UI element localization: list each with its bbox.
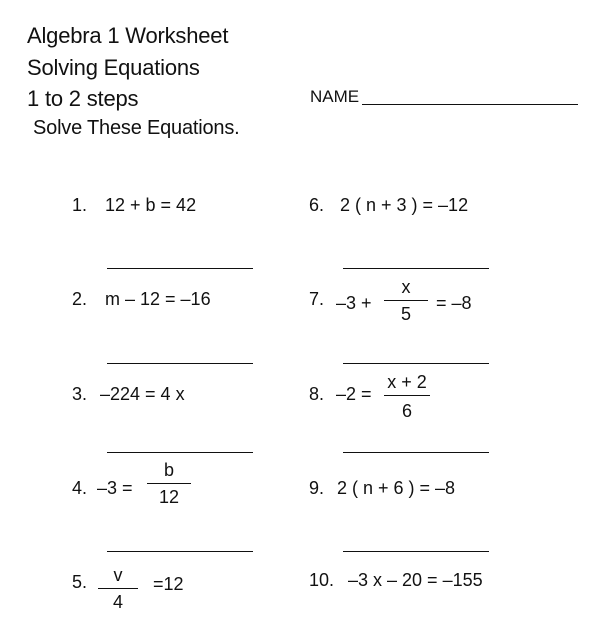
answer-line-1[interactable] <box>107 268 253 269</box>
fraction-numerator: x + 2 <box>384 373 430 396</box>
worksheet-steps: 1 to 2 steps <box>27 86 139 111</box>
answer-line-7[interactable] <box>343 363 489 364</box>
fraction-numerator: x <box>384 278 428 301</box>
equation-lhs: –3 = <box>97 478 133 498</box>
problem-number: 6. <box>309 195 325 215</box>
equation: 2 ( n + 3 ) = –12 <box>340 195 469 215</box>
equation: –224 = 4 x <box>100 384 185 404</box>
answer-line-9[interactable] <box>343 551 489 552</box>
answer-line-2[interactable] <box>107 363 253 364</box>
equation-rhs: = –8 <box>436 293 472 313</box>
answer-line-6[interactable] <box>343 268 489 269</box>
problem-number: 5. <box>72 572 88 592</box>
fraction-denominator: 12 <box>158 487 180 507</box>
answer-line-8[interactable] <box>343 452 489 453</box>
equation: m – 12 = –16 <box>105 289 211 309</box>
equation: 12 + b = 42 <box>105 195 197 215</box>
equation: 2 ( n + 6 ) = –8 <box>337 478 456 498</box>
worksheet-subtitle: Solving Equations <box>27 55 200 80</box>
fraction-denominator: 6 <box>401 401 412 421</box>
fraction <box>384 373 430 420</box>
problem-number: 7. <box>309 289 325 309</box>
answer-line-3[interactable] <box>107 452 253 453</box>
fraction-numerator: b <box>147 461 191 484</box>
problem-number: 9. <box>309 478 325 498</box>
answer-line-4[interactable] <box>107 551 253 552</box>
fraction-denominator: 4 <box>112 592 123 612</box>
fraction-numerator: v <box>98 566 138 589</box>
problem-number: 10. <box>309 570 335 590</box>
worksheet-title: Algebra 1 Worksheet <box>27 23 229 48</box>
problem-number: 2. <box>72 289 88 309</box>
fraction <box>98 566 138 611</box>
equation-lhs: –3 + <box>336 293 372 313</box>
fraction-denominator: 5 <box>400 304 411 324</box>
name-answer-line[interactable] <box>362 104 578 105</box>
worksheet-instruction: Solve These Equations. <box>33 117 240 139</box>
problem-number: 3. <box>72 384 88 404</box>
equation: –3 x – 20 = –155 <box>348 570 483 590</box>
fraction <box>384 278 428 323</box>
equation-rhs: =12 <box>153 574 184 594</box>
problem-number: 1. <box>72 195 88 215</box>
problem-number: 4. <box>72 478 88 498</box>
problem-number: 8. <box>309 384 325 404</box>
fraction <box>147 461 191 506</box>
name-label: NAME <box>310 87 360 106</box>
equation-lhs: –2 = <box>336 384 372 404</box>
